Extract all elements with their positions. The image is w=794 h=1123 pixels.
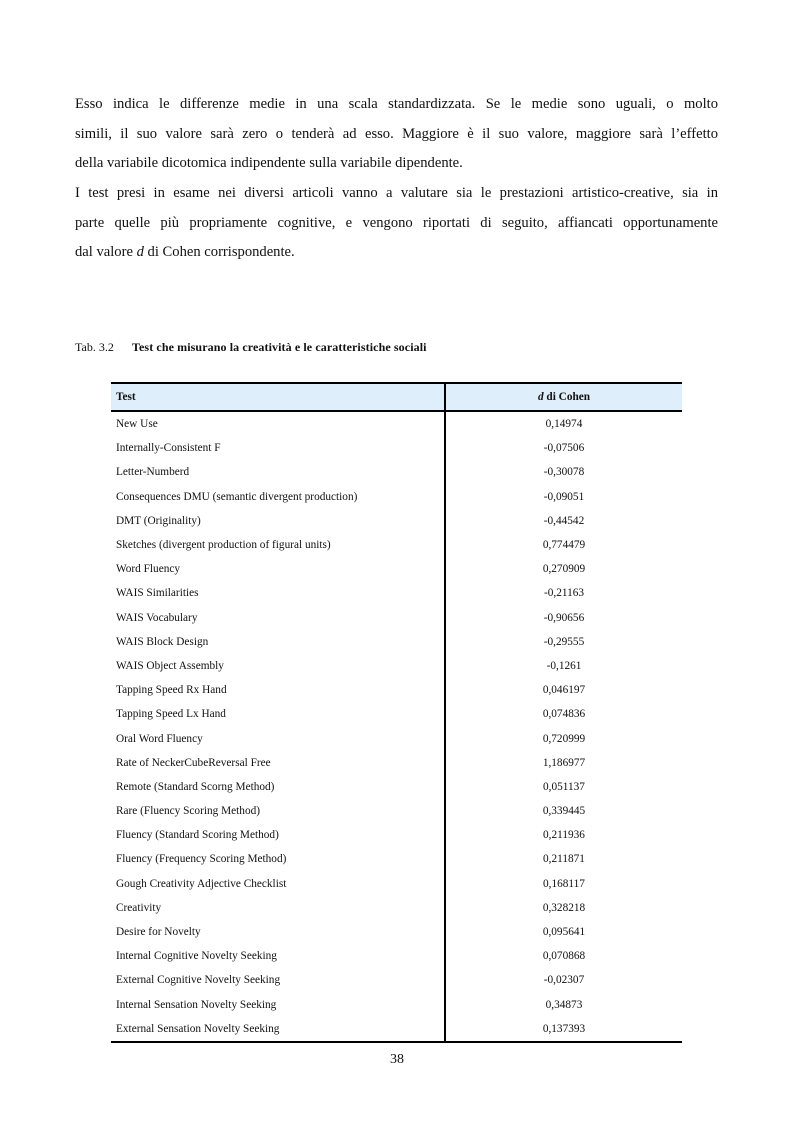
cell-cohen-d: 0,211871 [543,853,585,866]
table-row [111,702,682,726]
table-body [111,411,682,1042]
cell-test-name: Tapping Speed Lx Hand [111,702,445,726]
cell-test-name: Internal Sensation Novelty Seeking [111,993,445,1017]
table-row [111,896,682,920]
cell-test-name: Fluency (Standard Scoring Method) [111,823,445,847]
cell-test-name: Word Fluency [111,557,445,581]
table-row [111,533,682,557]
cell-cohen-d: 0,168117 [543,877,585,890]
paragraph-text: dal valore [75,244,137,261]
header-d-symbol: d [537,391,544,403]
table-row [111,581,682,605]
cell-cohen-d: 0,14974 [545,418,583,431]
cell-cohen-d: -0,1261 [546,659,582,672]
table-title: Test che misurano la creatività e le caratteristiche sociali [132,340,427,354]
table-row [111,799,682,823]
table-header-row [111,383,682,411]
cell-cohen-d: 0,34873 [545,998,583,1011]
cell-test-name: Internal Cognitive Novelty Seeking [111,944,445,968]
cell-test-name: New Use [111,411,445,436]
cell-test-name: Rate of NeckerCubeReversal Free [111,751,445,775]
paragraph-effect-size [75,90,718,179]
table-row [111,436,682,460]
table-number: Tab. 3.2 [75,340,114,354]
cell-test-name: External Cognitive Novelty Seeking [111,968,445,992]
cell-cohen-d: -0,21163 [543,587,585,600]
cell-test-name: WAIS Vocabulary [111,606,445,630]
cell-cohen-d: 1,186977 [542,756,586,769]
table-row [111,993,682,1017]
cell-test-name: Consequences DMU (semantic divergent production) [111,485,445,509]
cell-test-name: External Sensation Novelty Seeking [111,1017,445,1042]
cell-cohen-d: 0,074836 [542,708,586,721]
table-row [111,557,682,581]
cell-test-name: WAIS Block Design [111,630,445,654]
cell-cohen-d: 0,070868 [542,950,586,963]
table-row [111,847,682,871]
paragraph-line-cohen [75,238,718,268]
cell-test-name: Oral Word Fluency [111,726,445,750]
table-row [111,509,682,533]
table-row [111,775,682,799]
table-row [111,630,682,654]
table-row [111,968,682,992]
table-row [111,751,682,775]
cell-cohen-d: -0,29555 [543,635,585,648]
table-row [111,920,682,944]
table-row [111,411,682,436]
cell-cohen-d: -0,07506 [543,442,585,455]
paragraph-tests-intro [75,179,718,268]
cell-cohen-d: 0,051137 [543,780,585,793]
cell-test-name: WAIS Similarities [111,581,445,605]
cell-cohen-d: 0,270909 [542,563,586,576]
cell-test-name: Fluency (Frequency Scoring Method) [111,847,445,871]
cell-test-name: WAIS Object Assembly [111,654,445,678]
cell-cohen-d: -0,90656 [543,611,585,624]
cell-test-name: Tapping Speed Rx Hand [111,678,445,702]
table-row [111,1017,682,1042]
cell-cohen-d: 0,774479 [542,539,586,552]
header-test: Test [111,383,445,411]
paragraph-text: di Cohen corrispondente. [143,244,295,261]
cell-test-name: Sketches (divergent production of figural units) [111,533,445,557]
table-row [111,872,682,896]
cell-cohen-d: 0,328218 [542,901,586,914]
table-row [111,485,682,509]
cell-cohen-d: 0,720999 [542,732,586,745]
table-caption [75,340,427,355]
table-row [111,678,682,702]
cell-test-name: Remote (Standard Scorng Method) [111,775,445,799]
paragraph-line: simili, il suo valore sarà zero o tenderà ad esso. Maggiore è il suo valore, maggiore sarà l’effetto [75,125,718,142]
header-d-label: di Cohen [543,391,591,403]
cell-cohen-d: -0,44542 [543,514,585,527]
table-row [111,726,682,750]
cell-test-name: Desire for Novelty [111,920,445,944]
cell-cohen-d: 0,339445 [542,805,586,818]
table-row [111,944,682,968]
cell-cohen-d: -0,30078 [543,466,585,479]
cell-test-name: Internally-Consistent F [111,436,445,460]
cell-test-name: Creativity [111,896,445,920]
table-row [111,654,682,678]
cohen-d-symbol: d [136,244,144,261]
cell-test-name: Letter-Numberd [111,460,445,484]
cell-cohen-d: 0,137393 [445,1017,682,1042]
cell-cohen-d: 0,046197 [542,684,586,697]
table-row [111,460,682,484]
header-cohen-d [445,383,682,411]
page-number: 38 [390,1052,404,1067]
cell-cohen-d: 0,211936 [543,829,585,842]
cohen-d-table [111,382,682,1043]
cell-test-name: DMT (Originality) [111,509,445,533]
paragraph-line: della variabile dicotomica indipendente sulla variabile dipendente. [75,155,463,172]
cell-cohen-d: -0,02307 [543,974,585,987]
cell-test-name: Gough Creativity Adjective Checklist [111,872,445,896]
cell-cohen-d: 0,095641 [542,926,586,939]
table-row [111,823,682,847]
paragraph-line: Esso indica le differenze medie in una scala standardizzata. Se le medie sono uguali, o molto [75,96,718,112]
cell-test-name: Rare (Fluency Scoring Method) [111,799,445,823]
paragraph-line: I test presi in esame nei diversi articoli vanno a valutare sia le prestazioni artistico-creative, sia in [75,185,718,201]
table-row [111,606,682,630]
cell-cohen-d: -0,09051 [543,490,585,503]
paragraph-line: parte quelle più propriamente cognitive, e vengono riportati di seguito, affiancati opportunamente [75,214,718,231]
